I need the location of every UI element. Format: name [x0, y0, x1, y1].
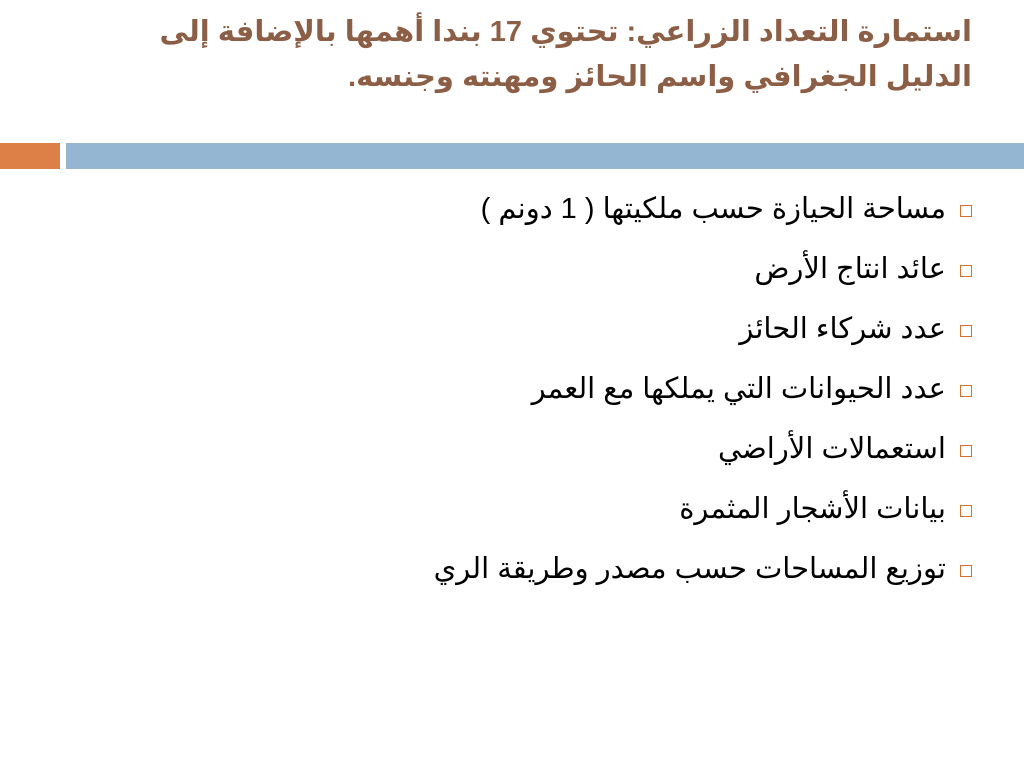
square-bullet-icon	[960, 265, 972, 277]
bullet-item	[72, 418, 972, 478]
bullet-text: عدد شركاء الحائز	[739, 312, 946, 345]
square-bullet-icon	[960, 505, 972, 517]
bullet-text: عدد الحيوانات التي يملكها مع العمر	[531, 372, 946, 405]
bullet-text: عائد انتاج الأرض	[754, 252, 946, 285]
square-bullet-icon	[960, 385, 972, 397]
square-bullet-icon	[960, 445, 972, 457]
slide-title: استمارة التعداد الزراعي: تحتوي 17 بندا أهمها بالإضافة إلى الدليل الجغرافي واسم الحائز ومهنته وجنسه.	[159, 16, 972, 93]
bullet-item	[72, 478, 972, 538]
square-bullet-icon	[960, 565, 972, 577]
bullet-item	[72, 298, 972, 358]
square-bullet-icon	[960, 325, 972, 337]
bullet-text: استعمالات الأراضي	[717, 432, 946, 465]
bullet-text: توزيع المساحات حسب مصدر وطريقة الري	[433, 552, 946, 585]
bullet-text: مساحة الحيازة حسب ملكيتها ( 1 دونم )	[480, 192, 946, 225]
square-bullet-icon	[960, 205, 972, 217]
bullet-item	[72, 178, 972, 238]
bullet-text: بيانات الأشجار المثمرة	[679, 492, 946, 525]
bullet-item	[72, 358, 972, 418]
bullet-list	[72, 178, 972, 598]
bullet-item	[72, 238, 972, 298]
accent-bar-blue	[66, 143, 1024, 169]
bullet-item	[72, 538, 972, 598]
accent-bar-orange	[0, 143, 60, 169]
